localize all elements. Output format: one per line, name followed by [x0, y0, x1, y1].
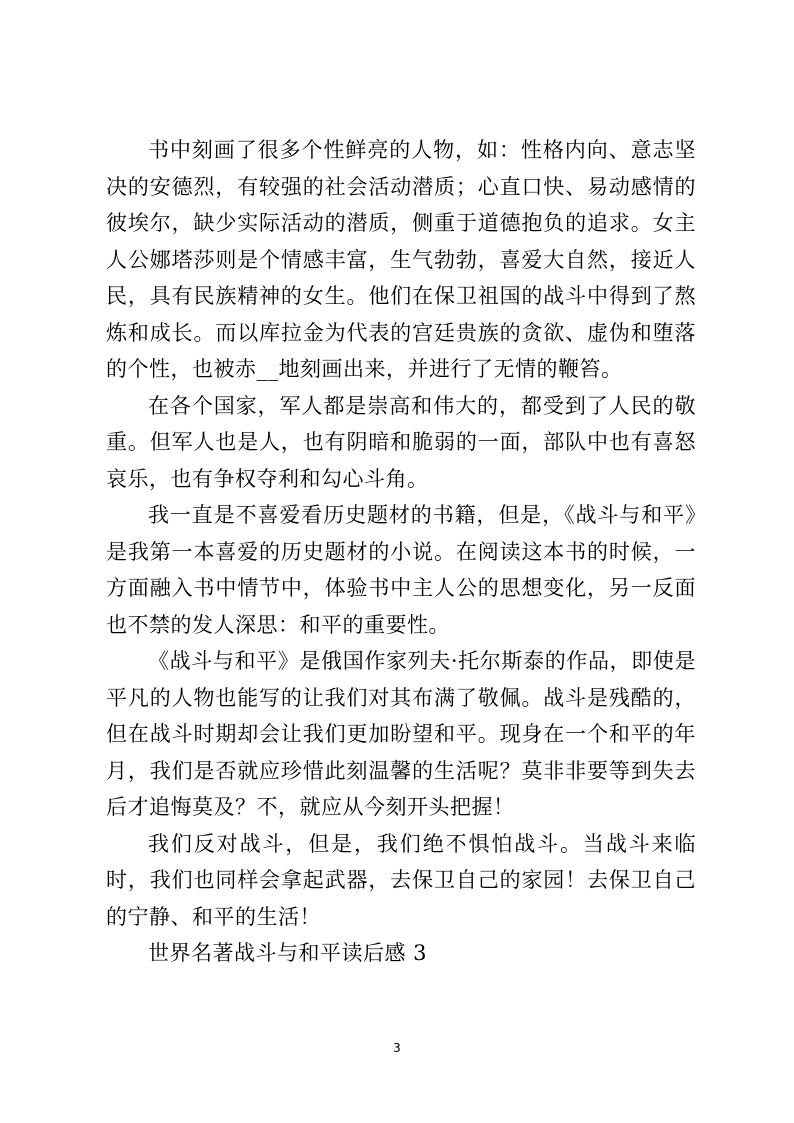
paragraph-characters: 书中刻画了很多个性鲜亮的人物，如：性格内向、意志坚决的安德烈，有较强的社会活动潜质；心直口快、易动感情的彼埃尔，缺少实际活动的潜质，侧重于道德抱负的追求。女主人公娜塔莎则是个情感丰富，生气勃勃，喜爱大自然，接近人民，具有民族精神的女生。他们在保卫祖国的战斗中得到了熬炼和成长。而以库拉金为代表的宫廷贵族的贪欲、虚伪和堕落的个性，也被赤__地刻画出来，并进行了无情的鞭笞。: [106, 138, 696, 381]
page-number: 3: [393, 1041, 401, 1055]
section-heading: 世界名著战斗与和平读后感 3: [148, 941, 428, 965]
paragraph-history-books: 我一直是不喜爱看历史题材的书籍，但是，《战斗与和平》是我第一本喜爱的历史题材的小说。在阅读这本书的时候，一方面融入书中情节中，体验书中主人公的思想变化，另一反面也不禁的发人深思：和平的重要性。: [106, 503, 696, 637]
paragraph-oppose-war: 我们反对战斗，但是，我们绝不惧怕战斗。当战斗来临时，我们也同样会拿起武器，去保卫自己的家园！去保卫自己的宁静、和平的生活！: [106, 831, 696, 929]
paragraph-soldiers: 在各个国家，军人都是崇高和伟大的，都受到了人民的敬重。但军人也是人，也有阴暗和脆弱的一面，部队中也有喜怒哀乐，也有争权夺利和勾心斗角。: [106, 393, 696, 491]
paragraph-tolstoy: 《战斗与和平》是俄国作家列夫·托尔斯泰的作品，即使是平凡的人物也能写的让我们对其布满了敬佩。战斗是残酷的，但在战斗时期却会让我们更加盼望和平。现身在一个和平的年月，我们是否就应珍惜此刻温馨的生活呢？莫非非要等到失去后才追悔莫及？不，就应从今刻开头把握！: [106, 649, 696, 819]
document-body: [106, 132, 696, 972]
